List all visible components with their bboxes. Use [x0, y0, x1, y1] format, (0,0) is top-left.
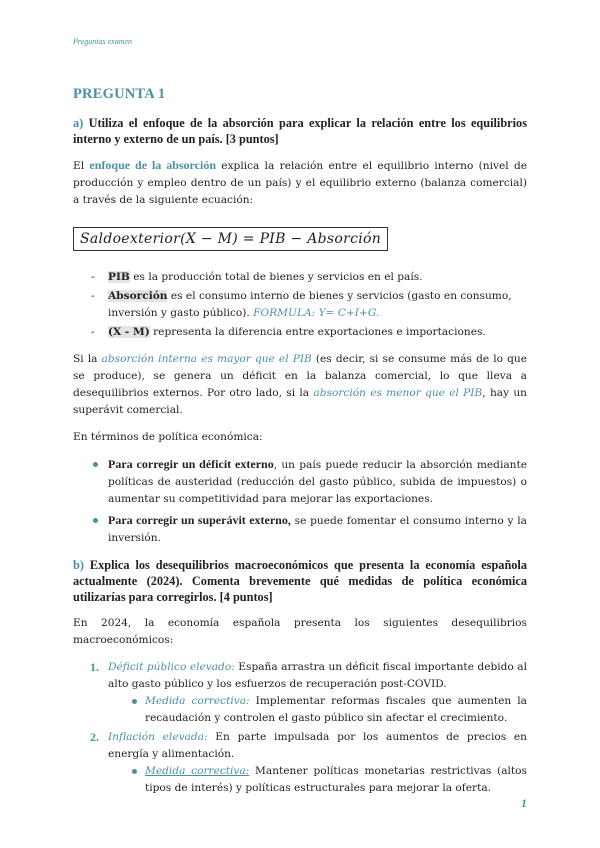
list-item [73, 269, 527, 286]
item-text: En parte impulsada por los aumentos de precios en energía y alimentación. [108, 731, 527, 760]
measure-label: Medida correctiva: [145, 695, 250, 707]
intro-term: enfoque de la absorción [89, 158, 216, 172]
document-body [73, 86, 527, 807]
intro-paragraph [73, 157, 527, 209]
item-title: Inflación elevada: [108, 731, 208, 743]
question-heading: PREGUNTA 1 [73, 86, 166, 102]
measure-text: Implementar reformas fiscales que aumenten la recaudación y controlen el gasto público sin afectar el crecimiento. [145, 695, 527, 724]
measure-label: Medida correctiva: [145, 765, 250, 777]
text-run: , hay un superávit comercial. [73, 387, 527, 416]
def-term: (X - M) [108, 326, 150, 338]
absorption-paragraph [73, 351, 527, 419]
list-item [108, 693, 527, 727]
formula-box: Saldoexterior(X − M) = PIB − Absorción [73, 227, 388, 251]
definitions-list [73, 269, 527, 341]
policy-term: Para corregir un superávit externo, [108, 513, 291, 527]
question-a-title [73, 115, 527, 147]
list-item [73, 456, 527, 508]
text-run: Si la [73, 353, 102, 365]
def-text: representa la diferencia entre exportaciones e importaciones. [149, 326, 486, 338]
emphasis-run: absorción interna es mayor que el PIB [101, 353, 312, 365]
text-run: (es decir, si se consume más de lo que se produce), se genera un déficit en la balanza comercial, lo que lleva a desequilibrios externos. Por otro lado, si la [73, 353, 527, 399]
list-item [73, 659, 527, 727]
policy-text: se puede fomentar el consumo interno y la inversión. [108, 515, 528, 544]
intro-post: explica la relación entre el equilibrio interno (nivel de producción y empleo dentro de un país) y el equilibrio externo (balanza comercial) a través de la siguiente ecuación: [73, 160, 527, 206]
list-item [73, 512, 527, 547]
list-item [73, 288, 527, 322]
def-text: es la producción total de bienes y servicios en el país. [129, 271, 423, 283]
policy-term: Para corregir un déficit externo [108, 457, 274, 471]
question-a-letter: a) [73, 116, 84, 130]
def-term: PIB [108, 271, 130, 283]
def-term: Absorción [108, 290, 168, 302]
policy-list [73, 456, 527, 547]
list-item [108, 763, 527, 797]
list-item [73, 729, 527, 797]
page-number: 1 [521, 796, 527, 810]
measures-list [108, 693, 527, 727]
imbalances-list [73, 659, 527, 797]
question-b-text: Explica los desequilibrios macroeconómicos que presenta la economía española actualmente (2024). Comenta brevemente qué medidas de política económica utilizarías para corregirlos. [4 puntos] [73, 558, 527, 604]
emphasis-run: absorción es menor que el PIB [313, 387, 483, 399]
page-header: Preguntas examen [73, 37, 133, 46]
policy-intro: En términos de política económica: [73, 431, 263, 443]
item-number: 2. [90, 730, 99, 744]
question-b-title [73, 557, 527, 605]
measure-text: Mantener políticas monetarias restrictivas (altos tipos de interés) y políticas estructurales para mejorar la oferta. [145, 765, 527, 794]
imbalances-intro: En 2024, la economía española presenta los siguientes desequilibrios macroeconómicos: [73, 617, 527, 646]
policy-text: , un país puede reducir la absorción mediante políticas de austeridad (reducción del gasto público, subida de impuestos) o aumentar su competitividad para mejorar las exportaciones. [108, 459, 528, 505]
question-b-letter: b) [73, 558, 84, 572]
item-text: España arrastra un déficit fiscal importante debido al alto gasto público y los esfuerzos de recuperación post-COVID. [108, 661, 527, 690]
intro-pre: El [73, 160, 90, 172]
def-text: es el consumo interno de bienes y servicios (gasto en consumo, inversión y gasto público). [108, 290, 512, 319]
item-number: 1. [90, 660, 99, 674]
question-a-text: Utiliza el enfoque de la absorción para explicar la relación entre los equilibrios interno y externo de un país. [3 puntos] [73, 116, 527, 146]
measures-list [108, 763, 527, 797]
list-item [73, 324, 527, 341]
def-formula: FORMULA: Y= C+I+G. [253, 307, 380, 319]
item-title: Déficit público elevado: [108, 661, 235, 673]
